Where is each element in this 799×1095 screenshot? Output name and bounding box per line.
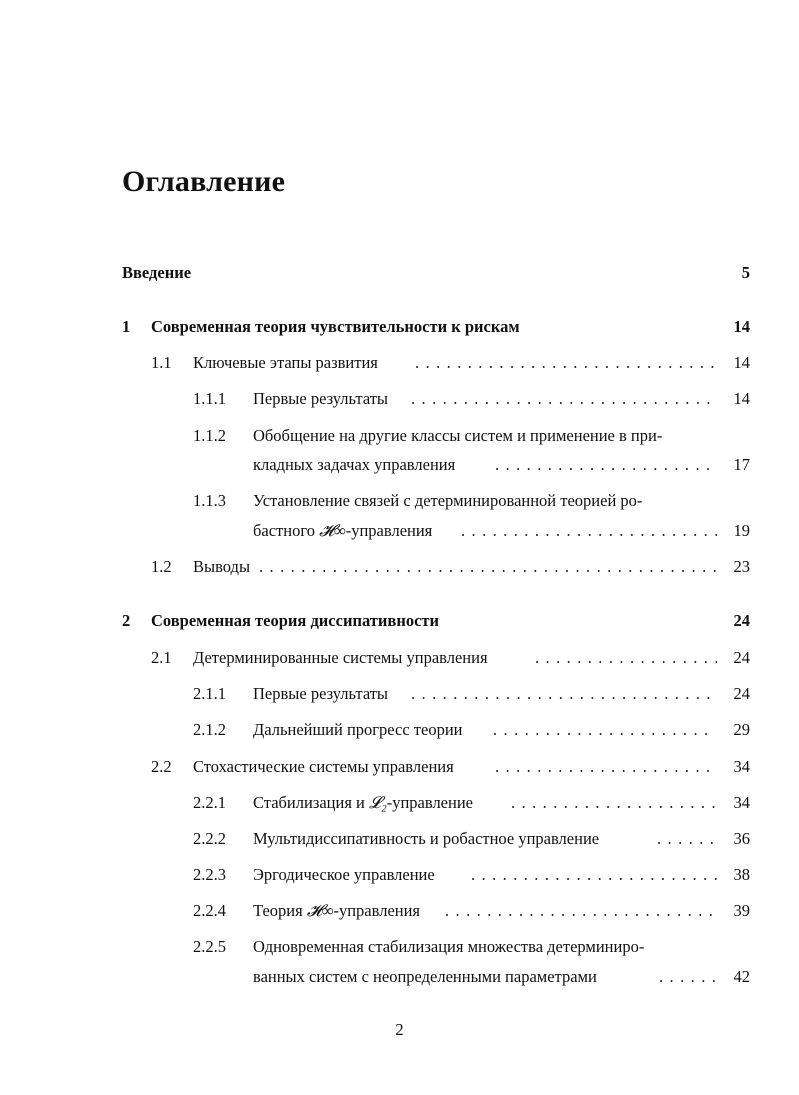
subsection-number: 2.2.4 [193, 901, 226, 920]
toc-chapter-2[interactable] [122, 610, 750, 632]
page-title: Оглавление [122, 165, 286, 198]
dot-leader [495, 756, 717, 778]
toc-subsection-2-2-3[interactable] [193, 864, 750, 886]
dot-leader [445, 900, 715, 922]
subsection-number: 2.1.1 [193, 684, 226, 703]
subsection-page: 14 [733, 389, 750, 408]
subsection-page: 19 [733, 521, 750, 540]
section-title: Ключевые этапы развития [193, 353, 378, 372]
dot-leader [535, 647, 717, 669]
section-title: Выводы [193, 557, 251, 576]
section-page: 24 [733, 648, 750, 667]
toc-subsection-1-1-2[interactable] [193, 425, 750, 447]
dot-leader [461, 520, 717, 542]
chapter-title: Современная теория диссипативности [151, 611, 440, 630]
subsection-number: 2.2.1 [193, 793, 226, 812]
subsection-page: 39 [733, 901, 750, 920]
toc-section-2-1[interactable] [151, 647, 750, 669]
section-page: 34 [733, 757, 750, 776]
subsection-page: 36 [733, 829, 750, 848]
h-infinity-symbol: 𝓗∞ [319, 521, 346, 540]
subsection-page: 34 [733, 793, 750, 812]
toc-section-1-1[interactable] [151, 352, 750, 374]
toc-subsection-2-2-1[interactable] [193, 792, 750, 814]
toc-intro-page: 5 [741, 263, 750, 282]
dot-leader [411, 683, 715, 705]
subsection-title: Мультидиссипативность и робастное управление [253, 829, 600, 848]
dot-leader [471, 864, 717, 886]
dot-leader [415, 352, 715, 374]
toc-subsection-2-2-2[interactable] [193, 828, 750, 850]
chapter-title: Современная теория чувствительности к рискам [151, 317, 520, 336]
subsection-title: Стабилизация и 𝓛₂-управление [253, 793, 473, 812]
h-infinity-symbol: 𝓗∞ [306, 901, 334, 920]
section-title: Стохастические системы управления [193, 757, 454, 776]
chapter-page: 14 [733, 317, 750, 336]
chapter-page: 24 [733, 611, 750, 630]
subsection-title-line1: Обобщение на другие классы систем и применение в при- [253, 426, 663, 445]
toc-chapter-1[interactable] [122, 316, 750, 338]
subsection-page: 29 [733, 720, 750, 739]
subsection-number: 1.1.3 [193, 491, 226, 510]
subsection-title-line2: кладных задачах управления [253, 455, 456, 474]
subsection-title: Теория 𝓗∞-управления [253, 901, 421, 920]
chapter-number: 2 [122, 611, 131, 630]
subsection-page: 17 [733, 455, 750, 474]
section-number: 1.2 [151, 557, 172, 576]
toc-subsection-2-1-2[interactable] [193, 719, 750, 741]
toc-subsection-2-2-5-cont[interactable] [193, 966, 750, 988]
subsection-title: Первые результаты [253, 389, 389, 408]
subsection-page: 24 [733, 684, 750, 703]
dot-leader [659, 966, 717, 988]
section-page: 14 [733, 353, 750, 372]
subsection-title: Эргодическое управление [253, 865, 435, 884]
dot-leader [495, 454, 717, 476]
section-title: Детерминированные системы управления [193, 648, 488, 667]
chapter-number: 1 [122, 317, 131, 336]
toc-subsection-1-1-2-cont[interactable] [193, 454, 750, 476]
toc-entry-intro[interactable] [122, 262, 750, 284]
dot-leader [259, 556, 717, 578]
dot-leader [657, 828, 717, 850]
toc-intro-label: Введение [122, 263, 192, 282]
section-number: 2.1 [151, 648, 172, 667]
section-number: 1.1 [151, 353, 172, 372]
subsection-page: 42 [733, 967, 750, 986]
l2-symbol: 𝓛₂ [368, 793, 387, 812]
toc-subsection-2-1-1[interactable] [193, 683, 750, 705]
dot-leader [493, 719, 715, 741]
toc-subsection-1-1-3[interactable] [193, 490, 750, 512]
subsection-title: Первые результаты [253, 684, 389, 703]
subsection-title-line2: ванных систем с неопределенными параметрами [253, 967, 597, 986]
toc-subsection-1-1-3-cont[interactable] [193, 520, 750, 542]
section-number: 2.2 [151, 757, 172, 776]
toc-section-1-2[interactable] [151, 556, 750, 578]
subsection-page: 38 [733, 865, 750, 884]
subsection-number: 2.2.2 [193, 829, 226, 848]
toc-section-2-2[interactable] [151, 756, 750, 778]
subsection-number: 1.1.2 [193, 426, 226, 445]
dot-leader [411, 388, 715, 410]
toc-subsection-2-2-5[interactable] [193, 936, 750, 958]
dot-leader [511, 792, 715, 814]
page-number: 2 [395, 1020, 404, 1039]
subsection-number: 2.1.2 [193, 720, 226, 739]
subsection-title-line1: Одновременная стабилизация множества детерминиро- [253, 937, 645, 956]
subsection-number: 2.2.5 [193, 937, 226, 956]
subsection-number: 1.1.1 [193, 389, 226, 408]
subsection-title-line2: бастного 𝓗∞-управления [253, 521, 433, 540]
toc-subsection-2-2-4[interactable] [193, 900, 750, 922]
subsection-title: Дальнейший прогресс теории [253, 720, 463, 739]
subsection-number: 2.2.3 [193, 865, 226, 884]
section-page: 23 [733, 557, 750, 576]
subsection-title-line1: Установление связей с детерминированной теорией ро- [253, 491, 643, 510]
toc-subsection-1-1-1[interactable] [193, 388, 750, 410]
